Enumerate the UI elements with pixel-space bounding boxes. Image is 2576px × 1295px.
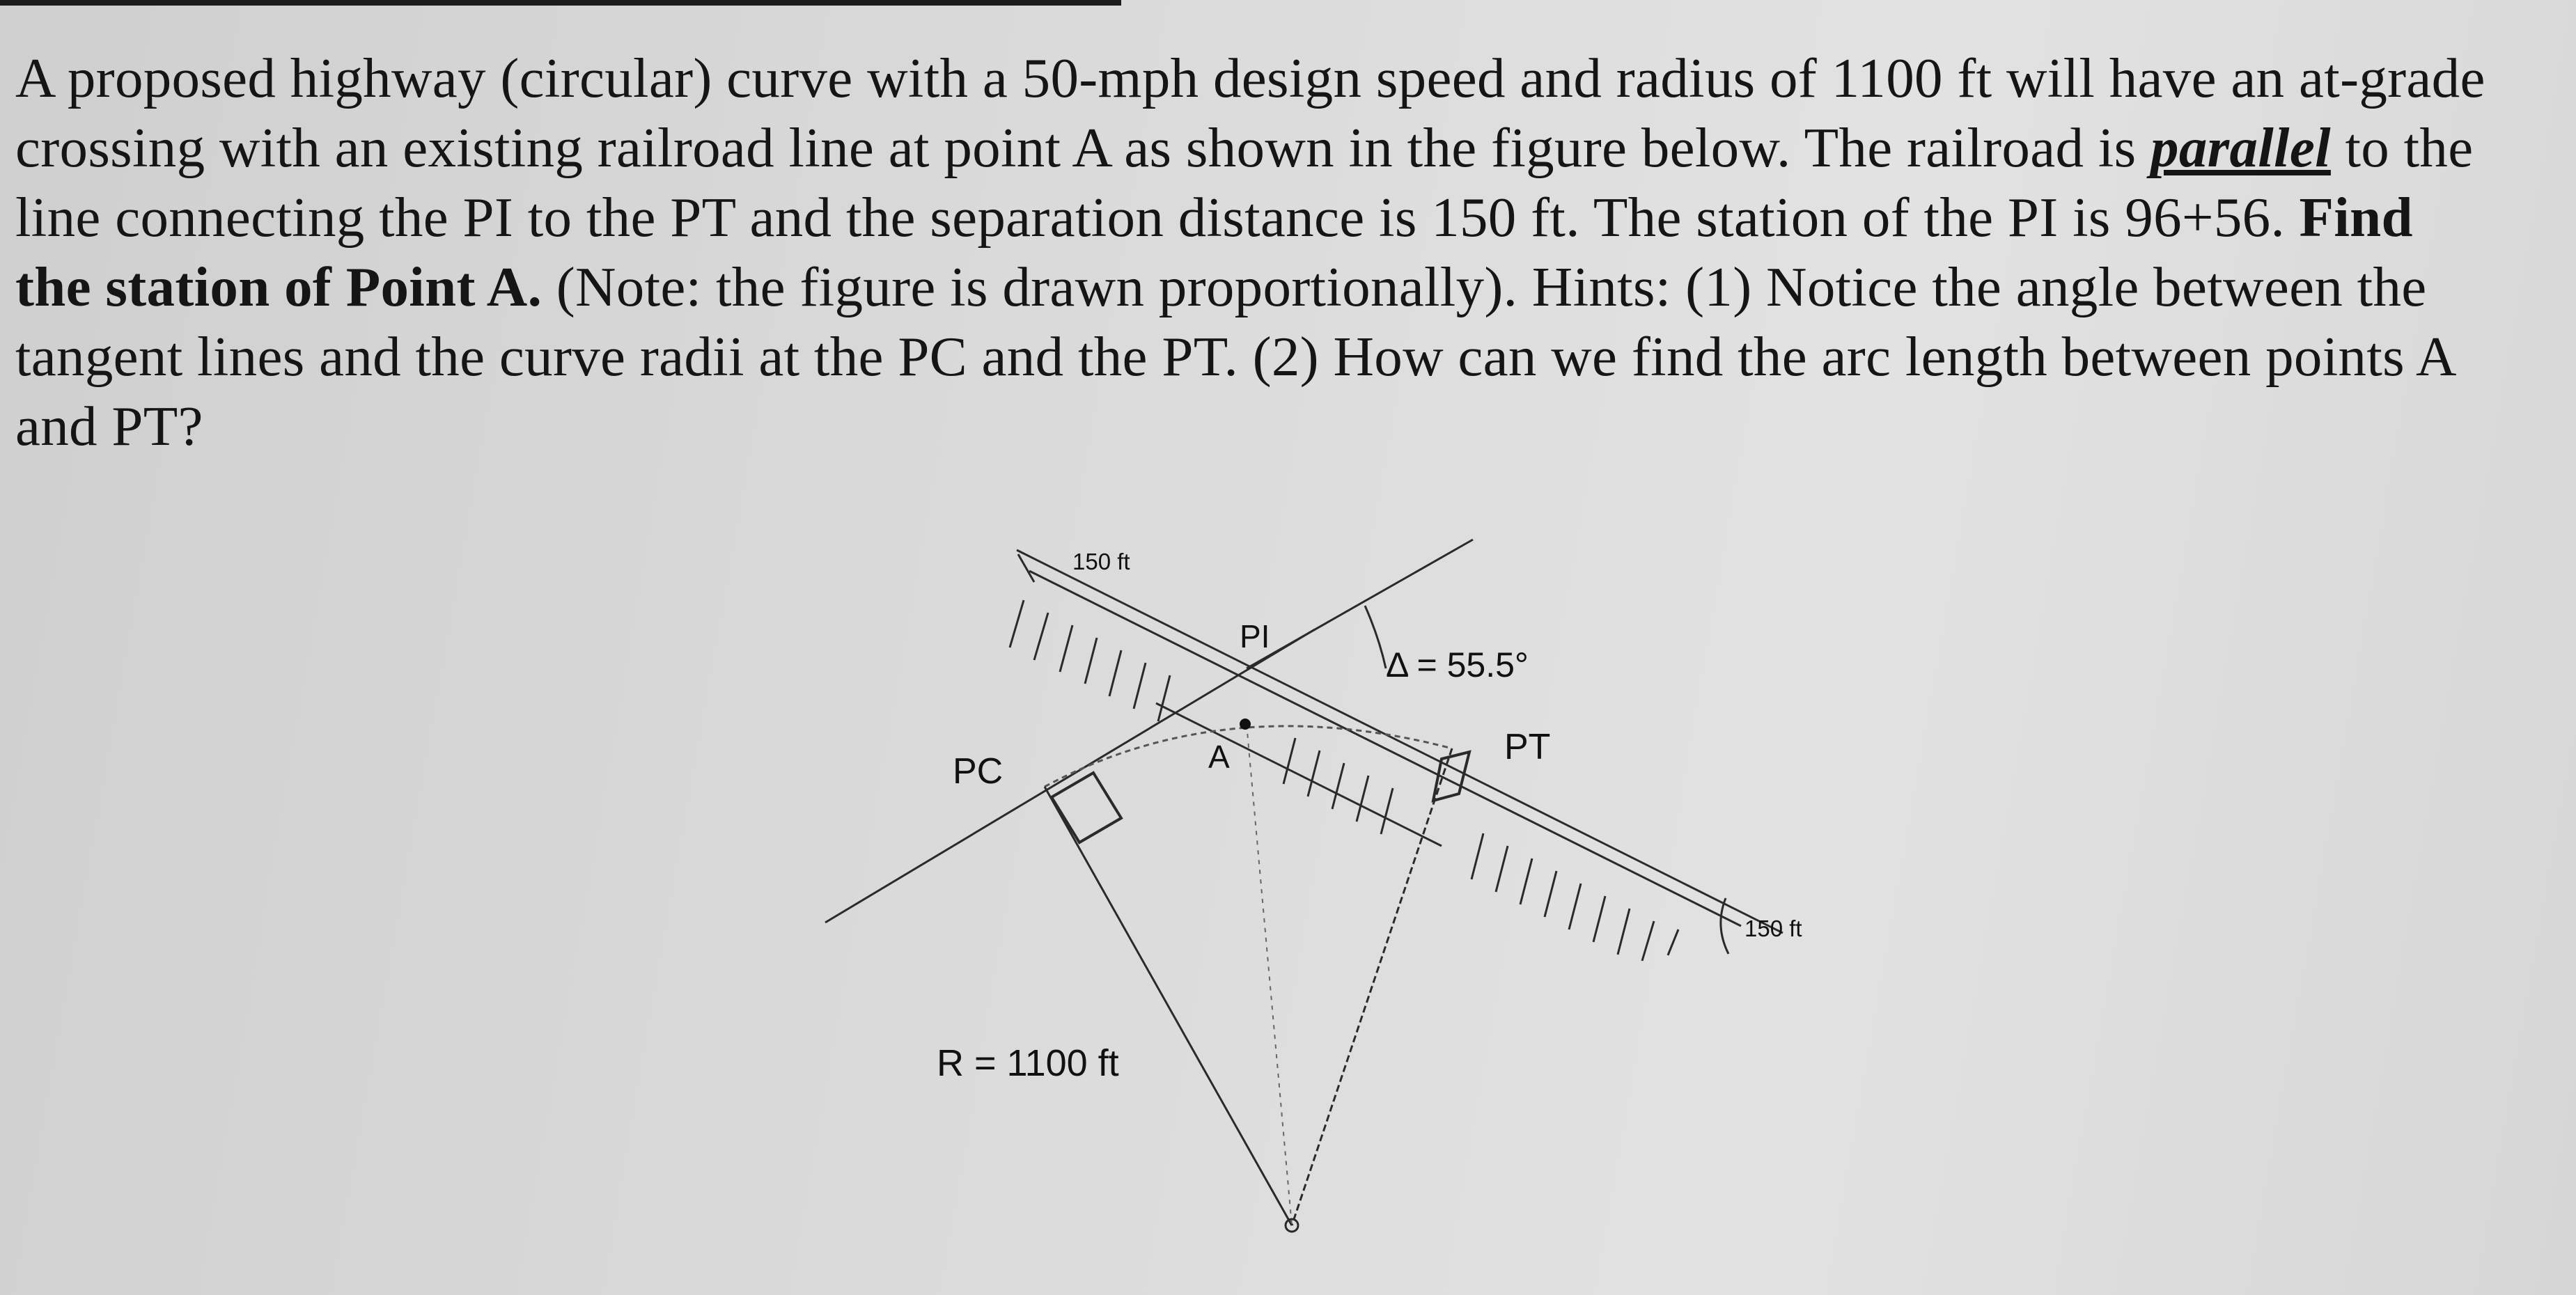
label-delta: Δ = 55.5° bbox=[1386, 645, 1529, 684]
radius-line-a bbox=[1247, 724, 1292, 1225]
delta-angle-arc bbox=[1365, 606, 1386, 668]
problem-middle-text: to the line connecting the PI to the PT and the separation distance is 150 ft. The station of the PI is 96+56. bbox=[15, 116, 2474, 249]
radius-line-pc bbox=[1045, 787, 1292, 1225]
pi-pt-tangent-line bbox=[1017, 550, 1783, 933]
railroad-line-lower bbox=[1156, 703, 1442, 846]
radius-line-pt bbox=[1292, 748, 1452, 1225]
railroad-ties bbox=[1010, 600, 1678, 961]
right-angle-marker-pc bbox=[1052, 773, 1121, 842]
label-pt: PT bbox=[1504, 727, 1551, 767]
problem-intro-text: A proposed highway (circular) curve with a 50-mph design speed and radius of 1100 ft will have an at-grade crossing with an existing railroad line at point A as shown in the figure below. The railroad is bbox=[15, 47, 2485, 179]
right-angle-marker-pt bbox=[1433, 752, 1469, 801]
label-separation-top: 150 ft bbox=[1072, 549, 1130, 574]
label-pi: PI bbox=[1240, 618, 1270, 654]
label-radius: R = 1100 ft bbox=[937, 1042, 1119, 1084]
label-separation-bottom: 150 ft bbox=[1744, 916, 1802, 941]
find-point-a-instruction: Find the station of Point A. bbox=[15, 186, 2413, 318]
problem-hints-text: (Note: the figure is drawn proportionally). Hints: (1) Notice the angle between the tangent lines and the curve radii at the PC and the PT. (2) How can we find the arc length between points A and PT? bbox=[15, 256, 2454, 457]
label-a: A bbox=[1208, 739, 1230, 775]
back-tangent-line bbox=[825, 629, 1315, 923]
separation-marker-bottom bbox=[1721, 898, 1728, 954]
parallel-word: parallel bbox=[2150, 116, 2331, 179]
circular-curve bbox=[1045, 726, 1452, 787]
label-pc: PC bbox=[953, 751, 1004, 792]
point-a-marker bbox=[1240, 719, 1251, 730]
